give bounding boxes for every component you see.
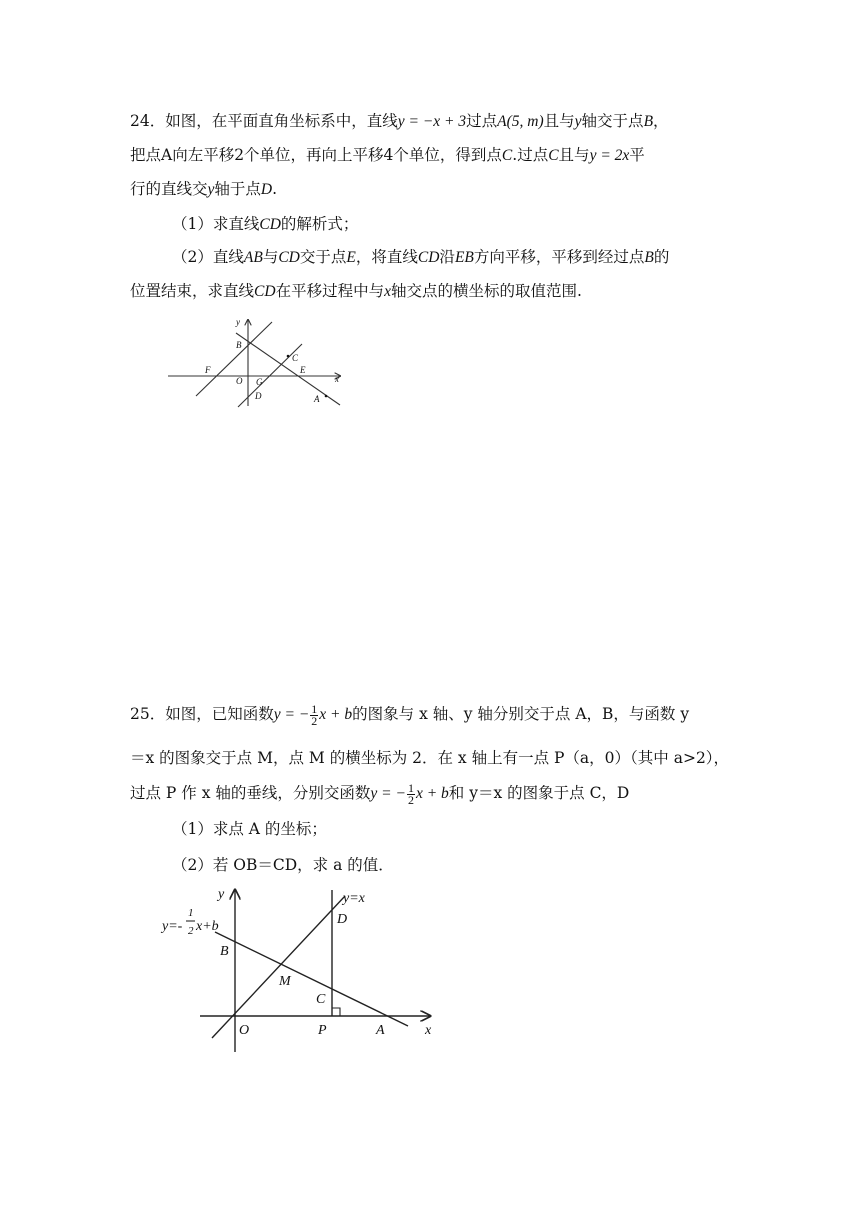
q25-label-d: D (337, 912, 348, 927)
q25-label-a: A (376, 1023, 385, 1038)
q25-fraction-half: $\frac{1}{2}$ (311, 701, 318, 728)
q25-right-angle-mark (332, 1008, 340, 1016)
q24-point-a-dot (325, 395, 328, 398)
q24-figure (160, 310, 360, 415)
q25-label-o: O (239, 1023, 250, 1038)
svg-text:x+b: x+b (196, 919, 219, 934)
q25-label-y-eq-x: y=x (343, 891, 365, 906)
q25-label-m: M (279, 974, 291, 989)
q25-subquestion-1: （1）求点 A 的坐标； (172, 820, 327, 838)
q24-point-c-dot (287, 355, 290, 358)
q25-label-p: P (318, 1023, 327, 1038)
q25-equation-label (160, 907, 219, 937)
q25-label-c: C (316, 992, 326, 1007)
q25-fraction-half-2: $\frac{1}{2}$ (407, 780, 414, 807)
q25-label-b: B (220, 944, 229, 959)
q24-label-c: C (292, 353, 299, 363)
q24-eq-2x: y = 2x (589, 147, 630, 164)
q25-line-2: ＝x 的图象交于点 M，点 M 的横坐标为 2．在 x 轴上有一点 P（a，0）（其中 a>2）， (130, 749, 730, 767)
q24-point-a: A(5, m) (497, 113, 544, 130)
q24-subquestion-2: （2）直线AB与CD交于点E，将直线CD沿EB方向平移，平移到经过点B的 (172, 248, 670, 266)
q25-line-1: 25．如图，已知函数y = − $\frac{1}{2}$ x + b的图象与 x 轴、y 轴分别交于点 A，B，与函数 y (130, 701, 690, 728)
q24-line-2: 把点A向左平移2个单位，再向上平移4个单位，得到点C.过点C且与y = 2x平 (130, 146, 645, 164)
svg-text:y=-: y=- (162, 919, 183, 934)
q24-line-3: 行的直线交y轴于点D. (130, 180, 278, 198)
q25-label-y: y (218, 887, 225, 902)
q24-label-x: x (335, 374, 339, 384)
q25-line-3: 过点 P 作 x 轴的垂线，分别交函数y = − $\frac{1}{2}$ x + b和 y＝x 的图象于点 C，D (130, 780, 630, 807)
q24-label-g: G (256, 377, 263, 387)
q24-label-o: O (236, 376, 243, 386)
q25-line-ab (215, 932, 408, 1026)
svg-text:2: 2 (188, 925, 194, 937)
q24-label-e: E (300, 365, 306, 375)
q25-label-x: x (425, 1023, 432, 1038)
q24-label-f: F (205, 365, 211, 375)
q24-eq-ab: y = −x + 3 (397, 113, 467, 130)
q24-label-y: y (236, 317, 240, 327)
q25-figure (155, 880, 450, 1058)
q24-label-d: D (255, 391, 262, 401)
q24-label-a: A (314, 394, 320, 404)
q24-subquestion-2-cont: 位置结束，求直线CD在平移过程中与x轴交点的横坐标的取值范围. (130, 282, 582, 300)
q24-subquestion-1: （1）求直线CD的解析式； (172, 215, 359, 233)
q25-subquestion-2: （2）若 OB＝CD，求 a 的值． (172, 856, 394, 874)
q24-line-1: 24．如图，在平面直角坐标系中，直线y = −x + 3过点A(5, m)且与y轴交于点B， (130, 112, 669, 130)
svg-text:1: 1 (188, 907, 194, 919)
q24-label-b: B (236, 340, 242, 350)
